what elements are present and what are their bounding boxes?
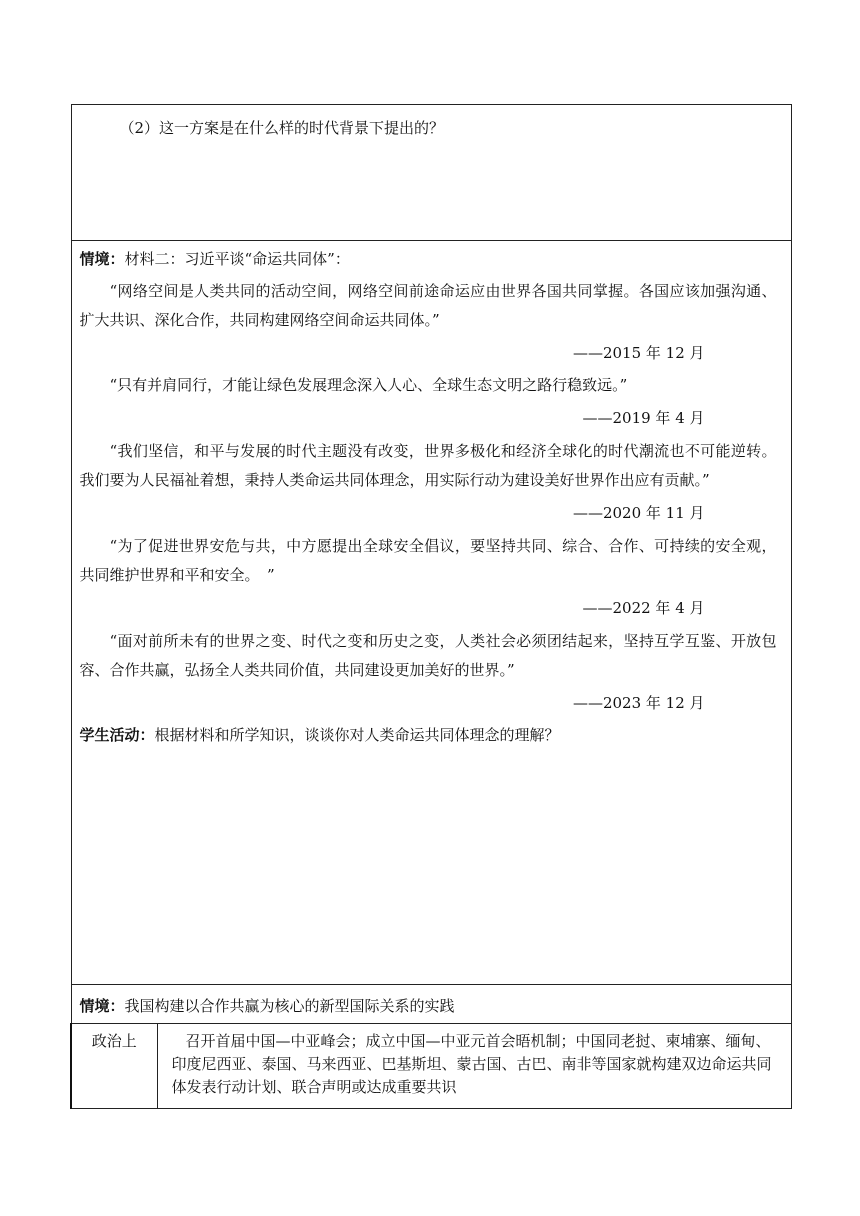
quote-2019-date: ——2019 年 4 月 bbox=[582, 409, 705, 427]
situation-cell bbox=[71, 985, 791, 1024]
material-heading bbox=[80, 241, 783, 274]
quote-2019: “只有并肩同行，才能让绿色发展理念深入人心、全球生态文明之路行稳致远。” bbox=[109, 376, 628, 394]
quote-2020-date: ——2020 年 11 月 bbox=[572, 504, 705, 522]
politics-content: 召开首届中国—中亚峰会；成立中国—中亚元首会晤机制；中国同老挝、柬埔寨、缅甸、印度尼西亚、泰国、马来西亚、巴基斯坦、蒙古国、古巴、南非等国家就构建双边命运共同体发表行动计划、联合声明或达成重要共识 bbox=[171, 1032, 772, 1096]
quote-2023-date: ——2023 年 12 月 bbox=[572, 694, 705, 712]
quote-2022: “为了促进世界安危与共，中方愿提出全球安全倡议，要坚持共同、综合、合作、可持续的安全观，共同维护世界和平和安全。 ” bbox=[79, 537, 777, 584]
situation-line bbox=[72, 985, 791, 1017]
quote-2023: “面对前所未有的世界之变、时代之变和历史之变，人类社会必须团结起来，坚持互学互鉴、开放包容、合作共赢，弘扬全人类共同价值，共同建设更加美好的世界。” bbox=[79, 632, 777, 679]
material-two-cell bbox=[71, 241, 791, 985]
material-two-block bbox=[72, 241, 791, 750]
politics-content-cell bbox=[157, 1024, 791, 1109]
student-activity-label: 学生活动： bbox=[79, 726, 155, 744]
situation-text: 我国构建以合作共赢为核心的新型国际关系的实践 bbox=[124, 997, 455, 1015]
quote-2020: “我们坚信，和平与发展的时代主题没有改变，世界多极化和经济全球化的时代潮流也不可能逆转。我们要为人民福祉着想，秉持人类命运共同体理念，用实际行动为建设美好世界作出应有贡献。” bbox=[79, 442, 777, 489]
politics-label-cell bbox=[71, 1024, 157, 1109]
quote-2015: “网络空间是人类共同的活动空间，网络空间前途命运应由世界各国共同掌握。各国应该加强沟通、扩大共识、深化合作，共同构建网络空间命运共同体。” bbox=[79, 282, 777, 329]
quote-2022-date: ——2022 年 4 月 bbox=[582, 599, 705, 617]
student-activity-text: 根据材料和所学知识，谈谈你对人类命运共同体理念的理解？ bbox=[154, 726, 560, 744]
material-heading-text: 材料二：习近平谈“命运共同体”： bbox=[124, 250, 350, 268]
student-activity bbox=[80, 721, 783, 750]
question-2-cell bbox=[71, 105, 791, 241]
worksheet-table bbox=[70, 104, 792, 1109]
question-2-text: （2）这一方案是在什么样的时代背景下提出的？ bbox=[119, 119, 445, 137]
situation-label: 情境： bbox=[79, 250, 125, 268]
quote-2015-date: ——2015 年 12 月 bbox=[572, 344, 705, 362]
politics-label: 政治上 bbox=[91, 1032, 137, 1050]
situation-label-2: 情境： bbox=[79, 997, 125, 1015]
